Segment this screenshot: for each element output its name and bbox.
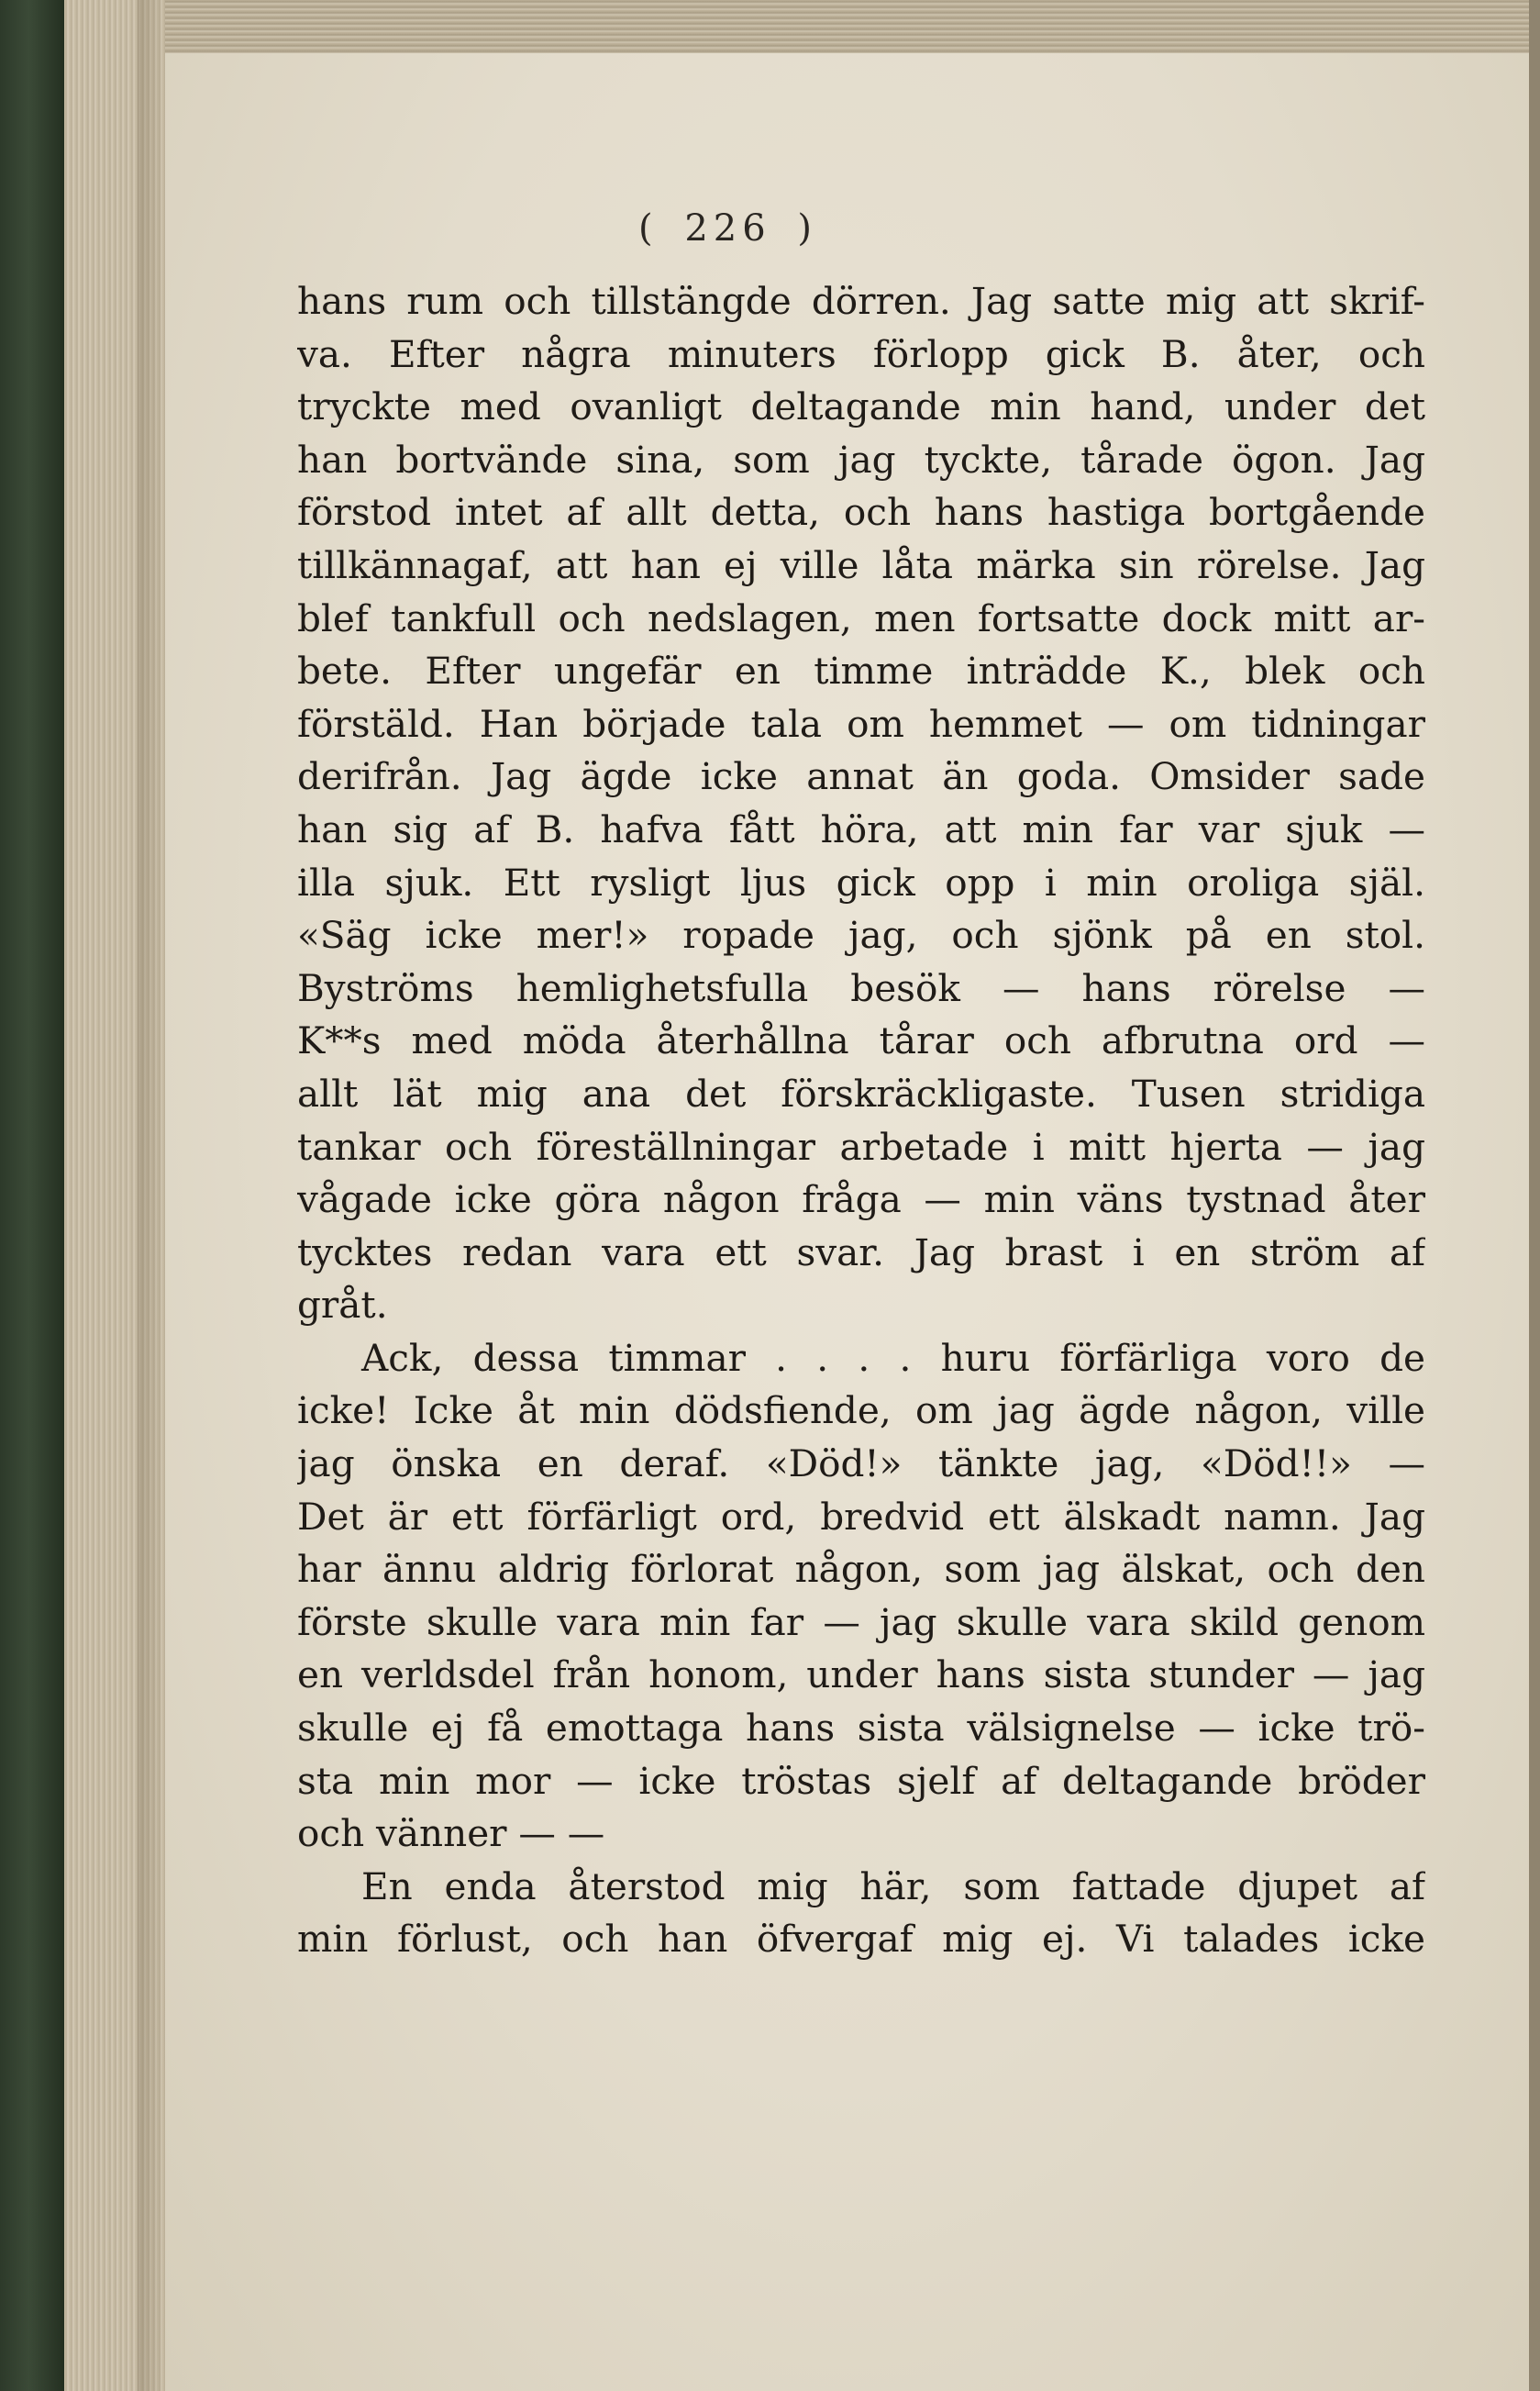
text-line: en verldsdel från honom, under hans sista stunder — jag <box>297 1652 1425 1697</box>
text-line: illa sjuk. Ett rysligt ljus gick opp i min oroliga själ. <box>297 860 1425 905</box>
page-number: ( 226 ) <box>638 207 817 250</box>
page-edges <box>64 0 165 2391</box>
text-line: hans rum och tillstängde dörren. Jag satte mig att skrif- <box>297 279 1425 323</box>
text-line: blef tankfull och nedslagen, men fortsatte dock mitt ar- <box>297 595 1425 640</box>
text-line: «Säg icke mer!» ropade jag, och sjönk på en stol. <box>297 913 1425 958</box>
text-line: Byströms hemlighetsfulla besök — hans rörelse — <box>297 965 1425 1010</box>
text-line: jag önska en deraf. «Död!» tänkte jag, «Död!!» — <box>297 1441 1425 1486</box>
text-line: va. Efter några minuters förlopp gick B. åter, och <box>297 331 1425 376</box>
text-line: tryckte med ovanligt deltagande min hand, under det <box>297 384 1425 429</box>
text-line: icke! Icke åt min dödsfiende, om jag ägde någon, ville <box>297 1388 1425 1433</box>
text-line: sta min mor — icke tröstas sjelf af deltagande bröder <box>297 1758 1425 1803</box>
text-line: tillkännagaf, att han ej ville låta märka sin rörelse. Jag <box>297 542 1425 587</box>
text-line: förstod intet af allt detta, och hans hastiga bortgående <box>297 490 1425 535</box>
text-line: han bortvände sina, som jag tyckte, tårade ögon. Jag <box>297 437 1425 482</box>
body-text <box>297 275 1425 1966</box>
book-binding <box>0 0 64 2391</box>
text-line: han sig af B. hafva fått höra, att min far var sjuk — <box>297 806 1425 851</box>
text-line: En enda återstod mig här, som fattade djupet af <box>361 1863 1425 1908</box>
text-line: Ack, dessa timmar . . . . huru förfärliga voro de <box>361 1335 1425 1380</box>
text-line: förstäld. Han började tala om hemmet — om tidningar <box>297 701 1425 746</box>
book-right-edge <box>1529 0 1540 2391</box>
text-line: allt lät mig ana det förskräckligaste. Tusen stridiga <box>297 1071 1425 1116</box>
text-line: gråt. <box>297 1283 388 1328</box>
text-line: derifrån. Jag ägde icke annat än goda. Omsider sade <box>297 754 1425 799</box>
text-line: och vänner — — <box>297 1811 605 1856</box>
text-line: Det är ett förfärligt ord, bredvid ett älskadt namn. Jag <box>297 1494 1425 1539</box>
text-line: bete. Efter ungefär en timme inträdde K., blek och <box>297 649 1425 694</box>
text-line: min förlust, och han öfvergaf mig ej. Vi talades icke <box>297 1917 1425 1962</box>
text-line: vågade icke göra någon fråga — min väns tystnad åter <box>297 1177 1425 1222</box>
book-top-edge <box>64 0 1540 53</box>
text-line: tankar och föreställningar arbetade i mitt hjerta — jag <box>297 1124 1425 1169</box>
text-line: tycktes redan vara ett svar. Jag brast i en ström af <box>297 1229 1425 1274</box>
text-line: har ännu aldrig förlorat någon, som jag älskat, och den <box>297 1547 1425 1592</box>
text-line: förste skulle vara min far — jag skulle vara skild genom <box>297 1599 1425 1644</box>
text-line: K**s med möda återhållna tårar och afbrutna ord — <box>297 1018 1425 1063</box>
text-line: skulle ej få emottaga hans sista välsignelse — icke trö- <box>297 1706 1425 1751</box>
